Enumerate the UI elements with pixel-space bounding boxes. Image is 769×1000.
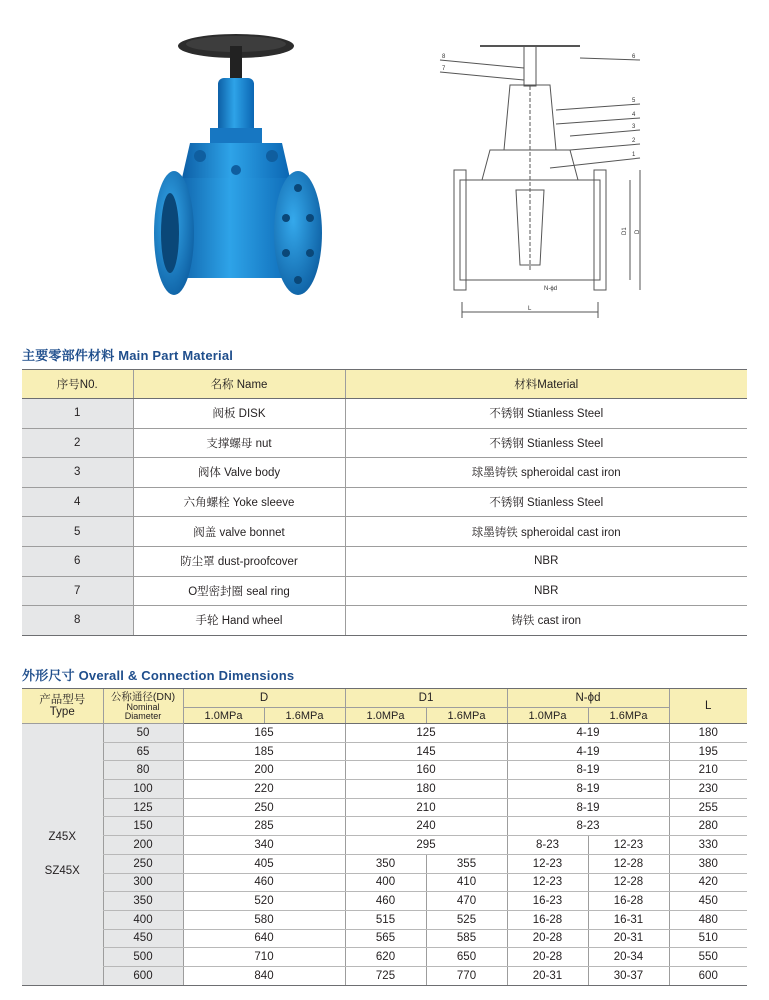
cell-n: 4-19 (507, 724, 669, 743)
table-row (22, 428, 747, 458)
dim-label-d1: D1 (622, 227, 628, 235)
cell-material: 球墨铸铁 spheroidal cast iron (345, 517, 747, 547)
cell-d: 710 (183, 948, 345, 967)
cell-d1-p1: 350 (345, 854, 426, 873)
table-row (22, 487, 747, 517)
table-row (22, 576, 747, 606)
cell-d1: 145 (345, 742, 507, 761)
cell-n: 8-19 (507, 780, 669, 799)
cell-d1-p1: 515 (345, 910, 426, 929)
cell-d1-p1: 725 (345, 966, 426, 985)
cell-material: 球墨铸铁 spheroidal cast iron (345, 458, 747, 488)
table-row (22, 724, 747, 743)
cell-d1: 295 (345, 836, 507, 855)
cell-dn: 125 (103, 798, 183, 817)
valve-photo (140, 28, 330, 328)
callout-7: 7 (442, 66, 446, 72)
valve-section-drawing (440, 40, 640, 320)
cell-material: NBR (345, 576, 747, 606)
header-n-p2: 1.6MPa (588, 708, 669, 724)
cell-dn: 80 (103, 761, 183, 780)
header-l: L (669, 689, 747, 724)
cell-dn: 150 (103, 817, 183, 836)
cell-d1-p2: 410 (426, 873, 507, 892)
table-row (22, 817, 747, 836)
cell-d: 840 (183, 966, 345, 985)
callout-8: 8 (442, 54, 446, 60)
cell-n: 8-19 (507, 761, 669, 780)
header-no: 序号N0. (22, 370, 133, 399)
cell-l: 550 (669, 948, 747, 967)
table-row (22, 854, 747, 873)
callout-5: 5 (632, 98, 636, 104)
callout-1: 1 (632, 152, 636, 158)
table-row (22, 399, 747, 429)
section-title-materials: 主要零部件材料 Main Part Material (22, 348, 234, 363)
dim-label-n: N-ϕd (544, 286, 558, 292)
cell-type (22, 724, 103, 986)
cell-dn: 400 (103, 910, 183, 929)
cell-l: 330 (669, 836, 747, 855)
section-title-dimensions: 外形尺寸 Overall & Connection Dimensions (22, 668, 295, 683)
cell-d1-p2: 585 (426, 929, 507, 948)
cell-material: 不锈钢 Stianless Steel (345, 399, 747, 429)
cell-n-p2: 30-37 (588, 966, 669, 985)
cell-n: 8-23 (507, 817, 669, 836)
header-d1-p2: 1.6MPa (426, 708, 507, 724)
cell-n-p2: 16-28 (588, 892, 669, 911)
cell-n-p1: 16-23 (507, 892, 588, 911)
cell-d: 285 (183, 817, 345, 836)
cell-d1-p1: 565 (345, 929, 426, 948)
header-type-cn: 产品型号 (39, 694, 86, 706)
header-d-p1: 1.0MPa (183, 708, 264, 724)
callout-6: 6 (632, 54, 636, 60)
header-d-p2: 1.6MPa (264, 708, 345, 724)
cell-material: 不锈钢 Stianless Steel (345, 428, 747, 458)
cell-d: 185 (183, 742, 345, 761)
callout-3: 3 (632, 124, 636, 130)
table-row (22, 798, 747, 817)
cell-n-p2: 20-34 (588, 948, 669, 967)
cell-material: 不锈钢 Stianless Steel (345, 487, 747, 517)
table-row (22, 966, 747, 985)
cell-name: 阀体 Valve body (133, 458, 345, 488)
cell-d1-p1: 460 (345, 892, 426, 911)
table-row (22, 910, 747, 929)
type-z45x: Z45X (48, 831, 76, 844)
cell-d1: 240 (345, 817, 507, 836)
cell-l: 210 (669, 761, 747, 780)
dim-label-l: L (528, 306, 532, 312)
dimensions-header-row (22, 689, 747, 708)
cell-d1-p1: 620 (345, 948, 426, 967)
cell-material: NBR (345, 546, 747, 576)
cell-n: 8-19 (507, 798, 669, 817)
cell-d: 460 (183, 873, 345, 892)
table-row (22, 948, 747, 967)
cell-n-p1: 8-23 (507, 836, 588, 855)
cell-d: 250 (183, 798, 345, 817)
materials-table (22, 369, 747, 636)
cell-dn: 500 (103, 948, 183, 967)
cell-d1: 210 (345, 798, 507, 817)
table-row (22, 606, 747, 636)
cell-l: 230 (669, 780, 747, 799)
cell-d: 520 (183, 892, 345, 911)
cell-dn: 300 (103, 873, 183, 892)
table-row (22, 780, 747, 799)
cell-no: 6 (22, 546, 133, 576)
dim-label-d: D (635, 229, 641, 234)
cell-no: 2 (22, 428, 133, 458)
cell-dn: 50 (103, 724, 183, 743)
table-row (22, 892, 747, 911)
header-type-en: Type (49, 706, 75, 718)
header-dn-en2: Diameter (124, 710, 162, 721)
cell-l: 380 (669, 854, 747, 873)
cell-n-p2: 12-23 (588, 836, 669, 855)
dimensions-table (22, 688, 747, 986)
cell-dn: 600 (103, 966, 183, 985)
table-row (22, 742, 747, 761)
cell-no: 8 (22, 606, 133, 636)
cell-dn: 200 (103, 836, 183, 855)
cell-n-p1: 20-28 (507, 929, 588, 948)
header-d1: D1 (345, 689, 507, 708)
cell-d: 640 (183, 929, 345, 948)
cell-name: 支撑螺母 nut (133, 428, 345, 458)
cell-d: 405 (183, 854, 345, 873)
cell-d1: 125 (345, 724, 507, 743)
cell-name: 防尘罩 dust-proofcover (133, 546, 345, 576)
table-row (22, 836, 747, 855)
callout-2: 2 (632, 138, 636, 144)
cell-l: 450 (669, 892, 747, 911)
header-dn-cn: 公称通径(DN) (110, 690, 176, 703)
cell-material: 铸铁 cast iron (345, 606, 747, 636)
cell-name: 手轮 Hand wheel (133, 606, 345, 636)
cell-l: 255 (669, 798, 747, 817)
cell-n-p1: 20-28 (507, 948, 588, 967)
cell-l: 195 (669, 742, 747, 761)
cell-n-p1: 12-23 (507, 854, 588, 873)
header-d: D (183, 689, 345, 708)
cell-dn: 350 (103, 892, 183, 911)
table-row (22, 761, 747, 780)
cell-no: 7 (22, 576, 133, 606)
cell-l: 600 (669, 966, 747, 985)
cell-l: 180 (669, 724, 747, 743)
cell-d: 220 (183, 780, 345, 799)
cell-no: 5 (22, 517, 133, 547)
table-row (22, 929, 747, 948)
cell-d1-p2: 650 (426, 948, 507, 967)
cell-n-p2: 12-28 (588, 873, 669, 892)
cell-d1-p1: 400 (345, 873, 426, 892)
header-n-p1: 1.0MPa (507, 708, 588, 724)
table-row (22, 517, 747, 547)
cell-n-p2: 16-31 (588, 910, 669, 929)
header-dn-en1: Nominal (126, 701, 160, 712)
cell-n: 4-19 (507, 742, 669, 761)
cell-name: O型密封圈 seal ring (133, 576, 345, 606)
header-material: 材料Material (345, 370, 747, 399)
header-d1-p1: 1.0MPa (345, 708, 426, 724)
cell-d1-p2: 525 (426, 910, 507, 929)
cell-d: 580 (183, 910, 345, 929)
cell-d: 340 (183, 836, 345, 855)
cell-n-p2: 12-28 (588, 854, 669, 873)
cell-l: 280 (669, 817, 747, 836)
header-n: N-ϕd (507, 689, 669, 708)
cell-no: 1 (22, 399, 133, 429)
type-sz45x: SZ45X (44, 865, 80, 878)
cell-l: 480 (669, 910, 747, 929)
cell-no: 4 (22, 487, 133, 517)
cell-d1-p2: 355 (426, 854, 507, 873)
table-row (22, 546, 747, 576)
header-dn (103, 689, 183, 724)
cell-n-p2: 20-31 (588, 929, 669, 948)
cell-name: 阀盖 valve bonnet (133, 517, 345, 547)
cell-l: 420 (669, 873, 747, 892)
cell-n-p1: 12-23 (507, 873, 588, 892)
cell-l: 510 (669, 929, 747, 948)
cell-n-p1: 16-28 (507, 910, 588, 929)
cell-dn: 65 (103, 742, 183, 761)
cell-dn: 100 (103, 780, 183, 799)
cell-d1-p2: 470 (426, 892, 507, 911)
cell-d1: 180 (345, 780, 507, 799)
cell-n-p1: 20-31 (507, 966, 588, 985)
cell-d: 200 (183, 761, 345, 780)
cell-d1-p2: 770 (426, 966, 507, 985)
table-row (22, 873, 747, 892)
header-type (22, 689, 103, 724)
cell-d: 165 (183, 724, 345, 743)
cell-d1: 160 (345, 761, 507, 780)
cell-name: 阀板 DISK (133, 399, 345, 429)
callout-4: 4 (632, 112, 636, 118)
cell-no: 3 (22, 458, 133, 488)
table-row (22, 458, 747, 488)
cell-dn: 250 (103, 854, 183, 873)
materials-header-row (22, 370, 747, 399)
header-name: 名称 Name (133, 370, 345, 399)
cell-name: 六角螺栓 Yoke sleeve (133, 487, 345, 517)
cell-dn: 450 (103, 929, 183, 948)
